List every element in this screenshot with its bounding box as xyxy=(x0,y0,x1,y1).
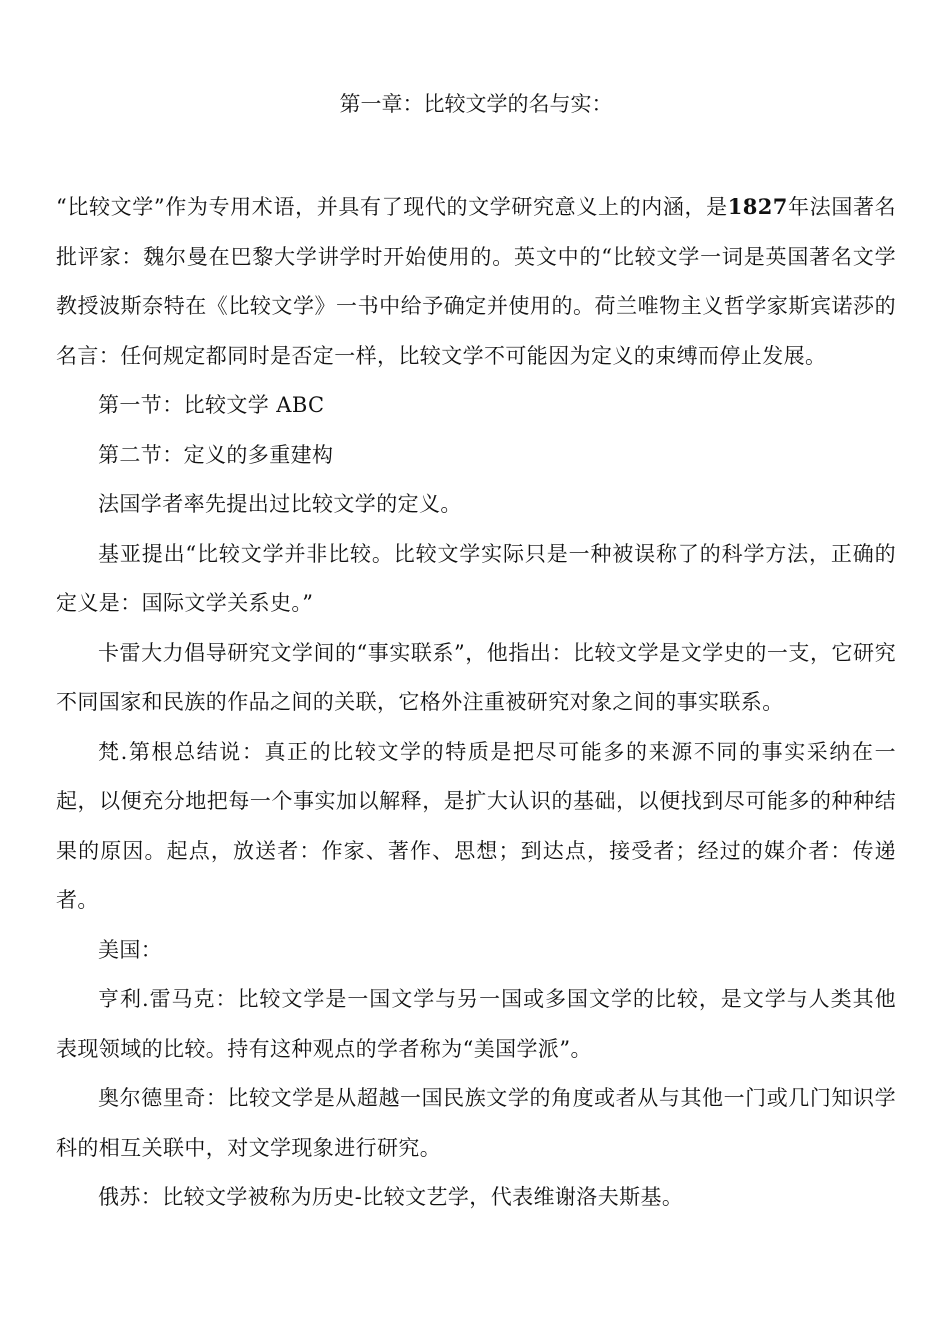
document-body xyxy=(56,182,896,1223)
section-heading-2: 第二节：定义的多重建构 xyxy=(98,442,334,467)
paragraph-usa: 美国： xyxy=(98,937,163,962)
paragraph-french-scholars: 法国学者率先提出过比较文学的定义。 xyxy=(98,492,462,516)
paragraph-aldridge: 奥尔德里奇：比较文学是从超越一国民族文学的角度或者从与其他一门或几门知识学科的相互关联中，对文学现象进行研究。 xyxy=(56,1086,896,1160)
paragraph-russia: 俄苏：比较文学被称为历史-比较文艺学，代表维谢洛夫斯基。 xyxy=(98,1185,684,1209)
paragraph-guyard: 基亚提出“比较文学并非比较。比较文学实际只是一种被误称了的科学方法，正确的定义是：国际文学关系史。” xyxy=(56,541,896,615)
intro-text-part1: “比较文学”作为专用术语，并具有了现代的文学研究意义上的内涵，是 xyxy=(56,195,728,219)
chapter-title: 第一章：比较文学的名与实： xyxy=(339,92,613,116)
paragraph-van-tieghem: 梵.第根总结说：真正的比较文学的特质是把尽可能多的来源不同的事实采纳在一起，以便充分地把每一个事实加以解释，是扩大认识的基础，以便找到尽可能多的种种结果的原因。起点，放送者：作家、著作、思想；到达点，接受者；经过的媒介者：传递者。 xyxy=(56,739,896,912)
intro-year: 1827 xyxy=(727,194,788,219)
paragraph-carre: 卡雷大力倡导研究文学间的“事实联系”，他指出：比较文学是文学史的一支，它研究不同国家和民族的作品之间的关联，它格外注重被研究对象之间的事实联系。 xyxy=(56,640,896,714)
section-heading-1: 第一节：比较文学 ABC xyxy=(98,393,325,417)
intro-text-part2: 年法国著名批评家：魏尔曼在巴黎大学讲学时开始使用的。英文中的“比较文学一词是英国著名文学教授波斯奈特在《比较文学》一书中给予确定并使用的。荷兰唯物主义哲学家斯宾诺莎的名言：任何规定都同时是否定一样，比较文学不可能因为定义的束缚而停止发展。 xyxy=(56,195,896,368)
paragraph-remak: 亨利.雷马克：比较文学是一国文学与另一国或多国文学的比较，是文学与人类其他表现领域的比较。持有这种观点的学者称为“美国学派”。 xyxy=(56,987,896,1061)
intro-paragraph xyxy=(56,182,896,381)
